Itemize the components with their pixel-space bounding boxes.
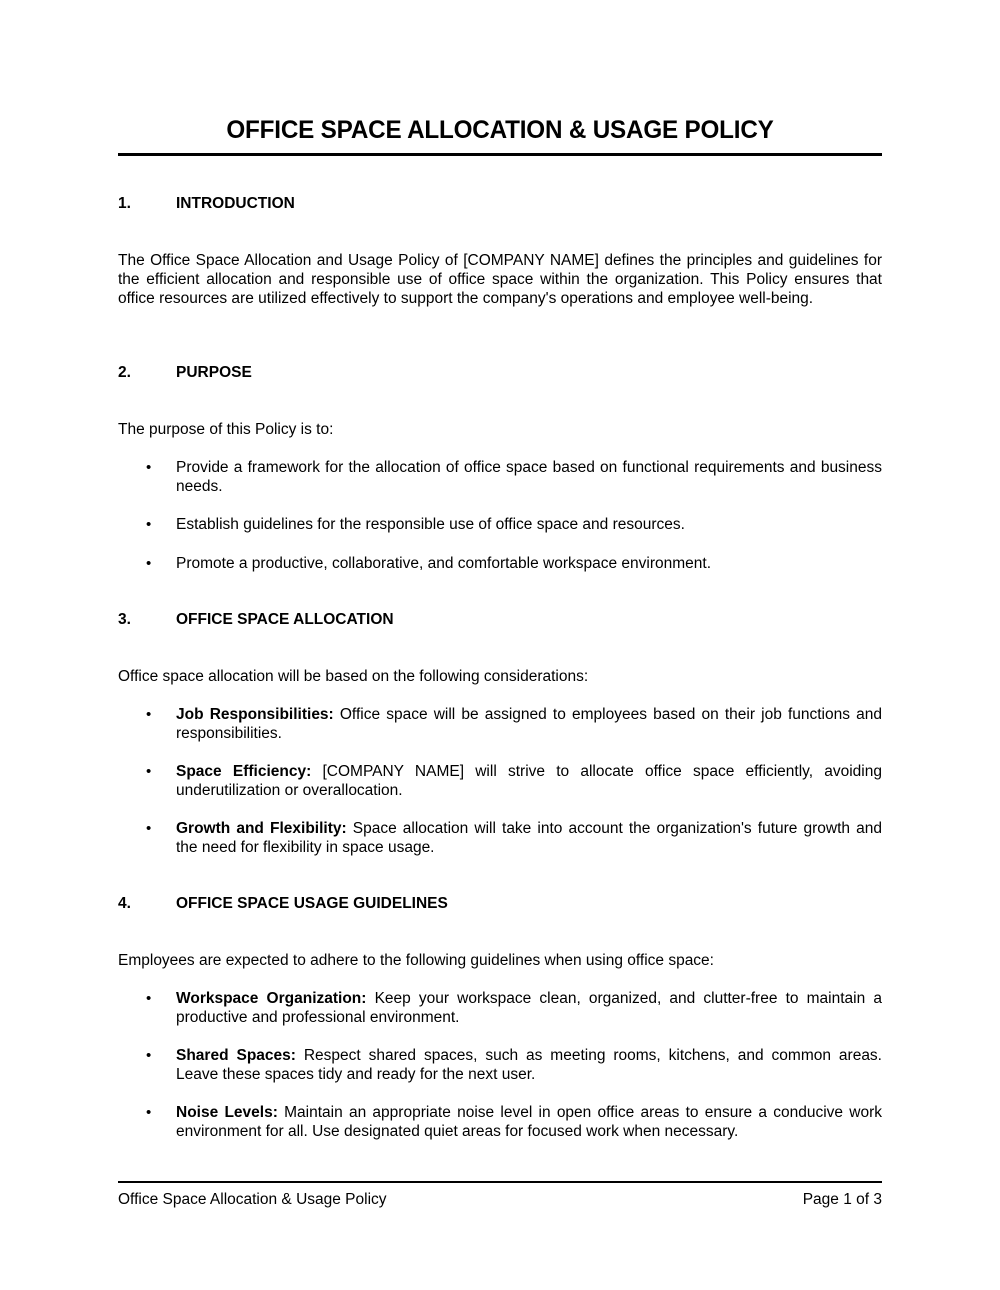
title-divider <box>118 153 882 156</box>
list-item <box>118 458 882 496</box>
section-title: INTRODUCTION <box>176 195 295 212</box>
bullet-icon: • <box>146 1047 152 1064</box>
list-item-label: Space Efficiency: <box>176 763 312 780</box>
list-item-label: Shared Spaces: <box>176 1047 296 1064</box>
list-item <box>118 819 882 857</box>
list-item-label: Workspace Organization: <box>176 990 367 1007</box>
list-item-text: Provide a framework for the allocation of office space based on functional requirements and business needs. <box>176 459 882 495</box>
bullet-icon: • <box>146 990 152 1007</box>
list-item-text: Promote a productive, collaborative, and comfortable workspace environment. <box>176 555 712 572</box>
list-item-label: Job Responsibilities: <box>176 706 334 723</box>
usage-intro: Employees are expected to adhere to the following guidelines when using office space: <box>118 952 714 969</box>
list-item-text: Office space will be assigned to employees based on their job functions and responsibilities. <box>176 706 882 742</box>
list-item <box>118 1103 882 1141</box>
bullet-icon: • <box>146 516 152 533</box>
list-item-label: Growth and Flexibility: <box>176 820 347 837</box>
section-title: OFFICE SPACE ALLOCATION <box>176 611 394 628</box>
section-title: OFFICE SPACE USAGE GUIDELINES <box>176 895 448 912</box>
page-number: Page 1 of 3 <box>802 1191 882 1208</box>
document-title: OFFICE SPACE ALLOCATION & USAGE POLICY <box>226 116 774 144</box>
section-number: 2. <box>118 364 131 381</box>
purpose-intro: The purpose of this Policy is to: <box>118 421 334 438</box>
bullet-icon: • <box>146 1104 152 1121</box>
list-item <box>118 705 882 743</box>
list-item-text: [COMPANY NAME] will strive to allocate office space efficiently, avoiding underutilization or overallocation. <box>176 763 882 799</box>
list-item-label: Noise Levels: <box>176 1104 278 1121</box>
list-item-text: Space allocation will take into account the organization's future growth and the need for flexibility in space usage. <box>176 820 882 856</box>
list-item-text: Keep your workspace clean, organized, and clutter-free to maintain a productive and professional environment. <box>176 990 882 1026</box>
bullet-icon: • <box>146 706 152 723</box>
section-number: 4. <box>118 895 131 912</box>
allocation-intro: Office space allocation will be based on the following considerations: <box>118 668 589 685</box>
section-number: 1. <box>118 195 131 212</box>
section-number: 3. <box>118 611 131 628</box>
bullet-icon: • <box>146 555 152 572</box>
list-item <box>118 515 882 534</box>
list-item <box>118 989 882 1027</box>
list-item-text: Respect shared spaces, such as meeting rooms, kitchens, and common areas. Leave these spaces tidy and ready for the next user. <box>176 1047 882 1083</box>
bullet-icon: • <box>146 763 152 780</box>
list-item <box>118 1046 882 1084</box>
bullet-icon: • <box>146 820 152 837</box>
section-heading-office-space-allocation <box>118 611 394 629</box>
section-heading-purpose <box>118 364 252 382</box>
section-heading-introduction <box>118 195 295 213</box>
section-heading-office-space-usage-guidelines <box>118 895 448 913</box>
list-item <box>118 762 882 800</box>
footer-document-title: Office Space Allocation & Usage Policy <box>118 1191 387 1208</box>
section-title: PURPOSE <box>176 364 252 381</box>
bullet-icon: • <box>146 459 152 476</box>
list-item-text: Maintain an appropriate noise level in open office areas to ensure a conducive work environment for all. Use designated quiet areas for focused work when necessary. <box>176 1104 882 1140</box>
list-item-text: Establish guidelines for the responsible use of office space and resources. <box>176 516 685 533</box>
footer-divider <box>118 1181 882 1183</box>
introduction-paragraph: The Office Space Allocation and Usage Policy of [COMPANY NAME] defines the principles and guidelines for the efficient allocation and responsible use of office space within the organization. This Policy ensures that office resources are utilized effectively to support the company's operations and employee well-being. <box>118 252 882 307</box>
list-item <box>118 554 882 573</box>
